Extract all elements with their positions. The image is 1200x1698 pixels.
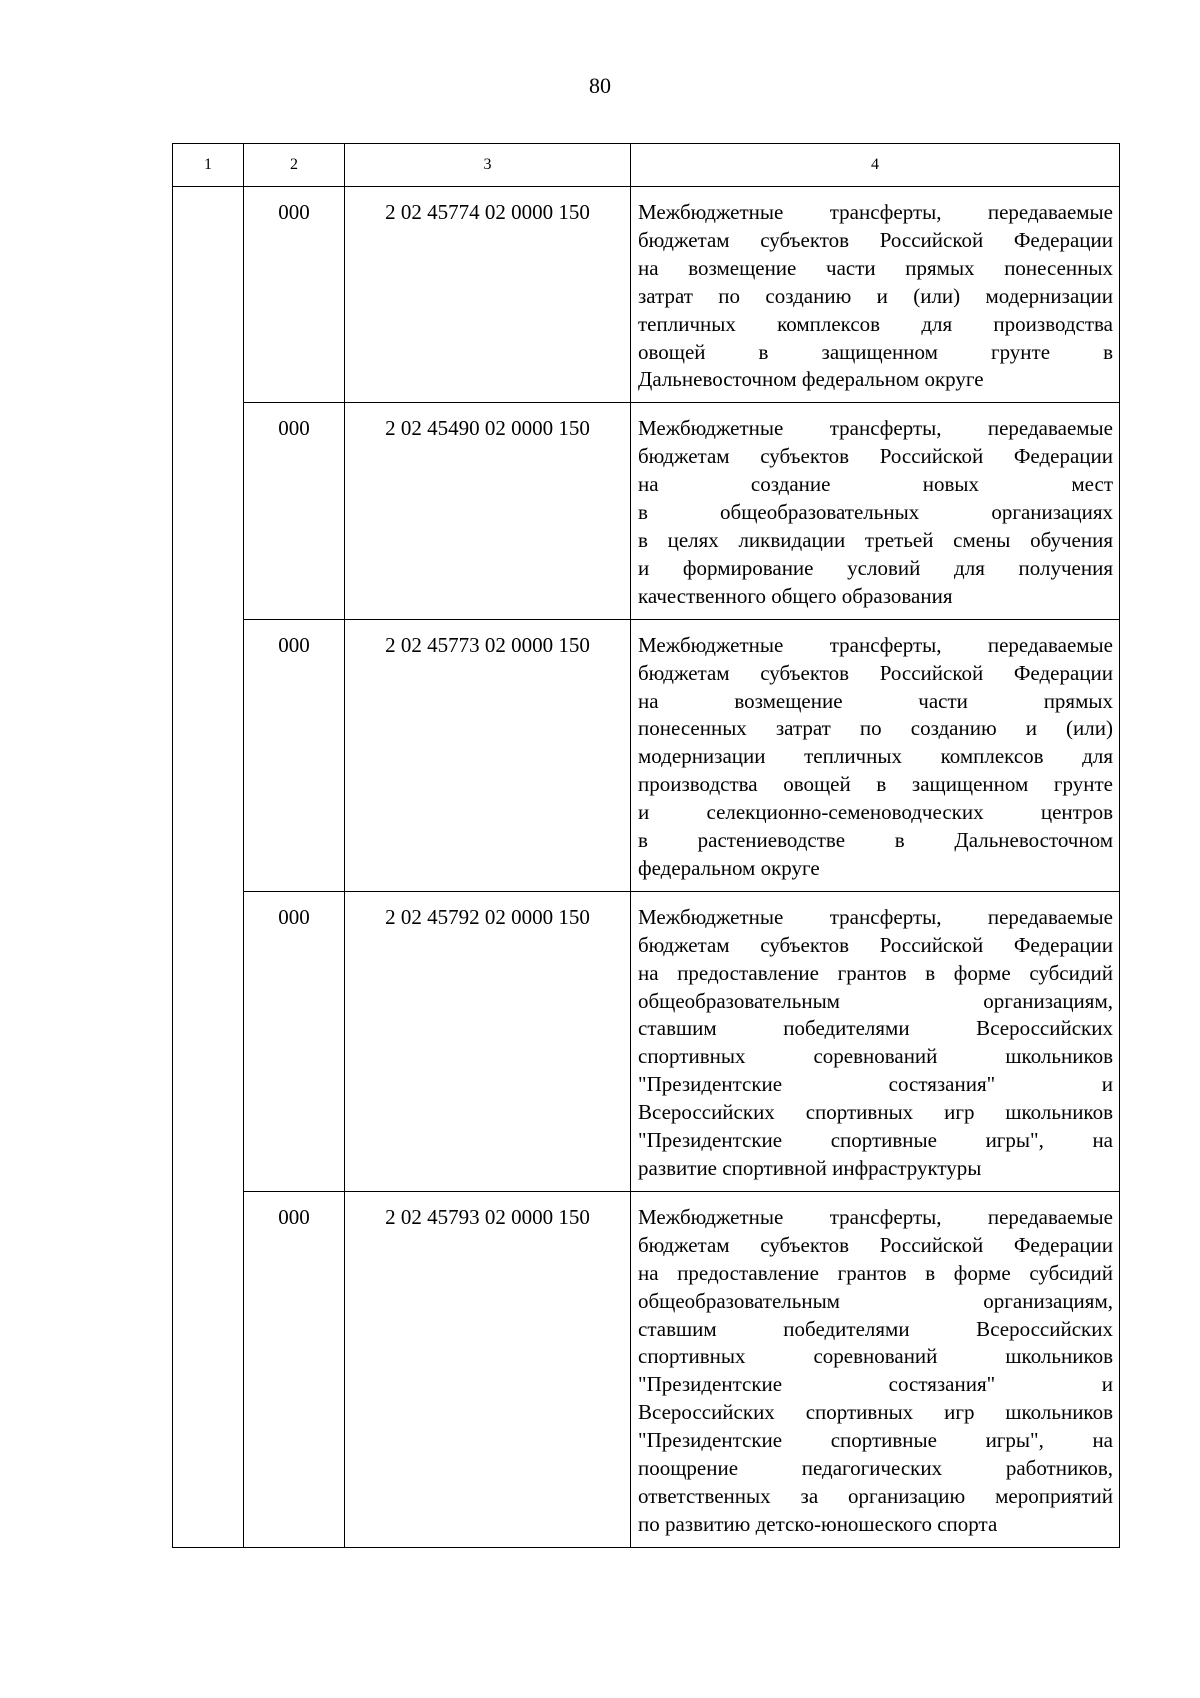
description-line: и селекционно-семеноводческих центров [638,800,1113,825]
column-header-4: 4 [631,144,1120,187]
description-line: овощей в защищенном грунте в [638,339,1113,364]
description-line: затрат по созданию и (или) модернизации [638,283,1113,308]
budget-code-cell: 2 02 45773 02 0000 150 [345,619,631,891]
description-line: общеобразовательным организациям, [638,988,1113,1013]
description-line: "Президентские состязания" и [638,1372,1113,1397]
table-body [173,187,1120,1548]
description-line: "Президентские состязания" и [638,1072,1113,1097]
description-line: Всероссийских спортивных игр школьников [638,1100,1113,1125]
description-line: федеральном округе [638,855,820,880]
description-line: общеобразовательным организациям, [638,1288,1113,1313]
description-line: развитие спортивной инфраструктуры [638,1156,982,1180]
description-line: бюджетам субъектов Российской Федерации [638,660,1113,685]
admin-code-cell: 000 [244,891,345,1191]
table-header [173,144,1120,187]
description-line: бюджетам субъектов Российской Федерации [638,932,1113,957]
column-header-2: 2 [244,144,345,187]
description-line: по развитию детско-юношеского спорта [638,1511,998,1536]
budget-table [172,143,1120,1548]
admin-code-cell: 000 [244,187,345,403]
description-line: производства овощей в защищенном грунте [638,772,1113,797]
description-cell [631,403,1120,619]
description-line: Межбюджетные трансферты, передаваемые [638,632,1113,657]
description-line: спортивных соревнований школьников [638,1044,1113,1069]
description-line: Межбюджетные трансферты, передаваемые [638,200,1113,224]
description-line: ответственных за организацию мероприятий [638,1483,1113,1508]
description-line: бюджетам субъектов Российской Федерации [638,1232,1113,1257]
admin-code-cell: 000 [244,403,345,619]
description-line: понесенных затрат по созданию и (или) [638,716,1113,741]
description-cell [631,187,1120,403]
budget-code-cell: 2 02 45793 02 0000 150 [345,1191,631,1547]
description-line: бюджетам субъектов Российской Федерации [638,444,1113,469]
description-line: в растениеводстве в Дальневосточном [638,828,1113,853]
budget-code-cell: 2 02 45490 02 0000 150 [345,403,631,619]
description-line: Всероссийских спортивных игр школьников [638,1400,1113,1425]
budget-code-cell: 2 02 45774 02 0000 150 [345,187,631,403]
description-cell [631,891,1120,1191]
description-line: Дальневосточном федеральном округе [638,367,984,392]
description-line: ставшим победителями Всероссийских [638,1316,1113,1341]
column-header-3: 3 [345,144,631,187]
page-number: 80 [589,73,611,98]
description-line: на предоставление грантов в форме субсидий [638,1260,1113,1285]
description-cell [631,619,1120,891]
description-line: на возмещение части прямых [638,688,1113,713]
description-line: на возмещение части прямых понесенных [638,255,1113,280]
table-row [173,1191,1120,1547]
description-line: качественного общего образования [638,583,953,608]
description-line: ставшим победителями Всероссийских [638,1016,1113,1041]
table-row [173,403,1120,619]
table-row [173,619,1120,891]
column-header-1: 1 [173,144,244,187]
description-line: Межбюджетные трансферты, передаваемые [638,1204,1113,1229]
column-1-cell [173,187,244,1548]
description-line: в общеобразовательных организациях [638,500,1113,525]
description-line: бюджетам субъектов Российской Федерации [638,227,1113,252]
description-line: Межбюджетные трансферты, передаваемые [638,904,1113,929]
admin-code-cell: 000 [244,1191,345,1547]
budget-code-cell: 2 02 45792 02 0000 150 [345,891,631,1191]
description-line: и формирование условий для получения [638,555,1113,580]
description-line: модернизации тепличных комплексов для [638,744,1113,769]
description-line: спортивных соревнований школьников [638,1344,1113,1369]
description-line: на создание новых мест [638,472,1113,497]
description-line: поощрение педагогических работников, [638,1456,1113,1481]
table-row [173,187,1120,403]
description-line: в целях ликвидации третьей смены обучения [638,527,1113,552]
admin-code-cell: 000 [244,619,345,891]
header-row [173,144,1120,187]
description-line: тепличных комплексов для производства [638,311,1113,336]
table-row [173,891,1120,1191]
description-line: Межбюджетные трансферты, передаваемые [638,416,1113,441]
description-line: на предоставление грантов в форме субсидий [638,960,1113,985]
description-line: "Президентские спортивные игры", на [638,1128,1113,1153]
description-cell [631,1191,1120,1547]
description-line: "Президентские спортивные игры", на [638,1428,1113,1453]
